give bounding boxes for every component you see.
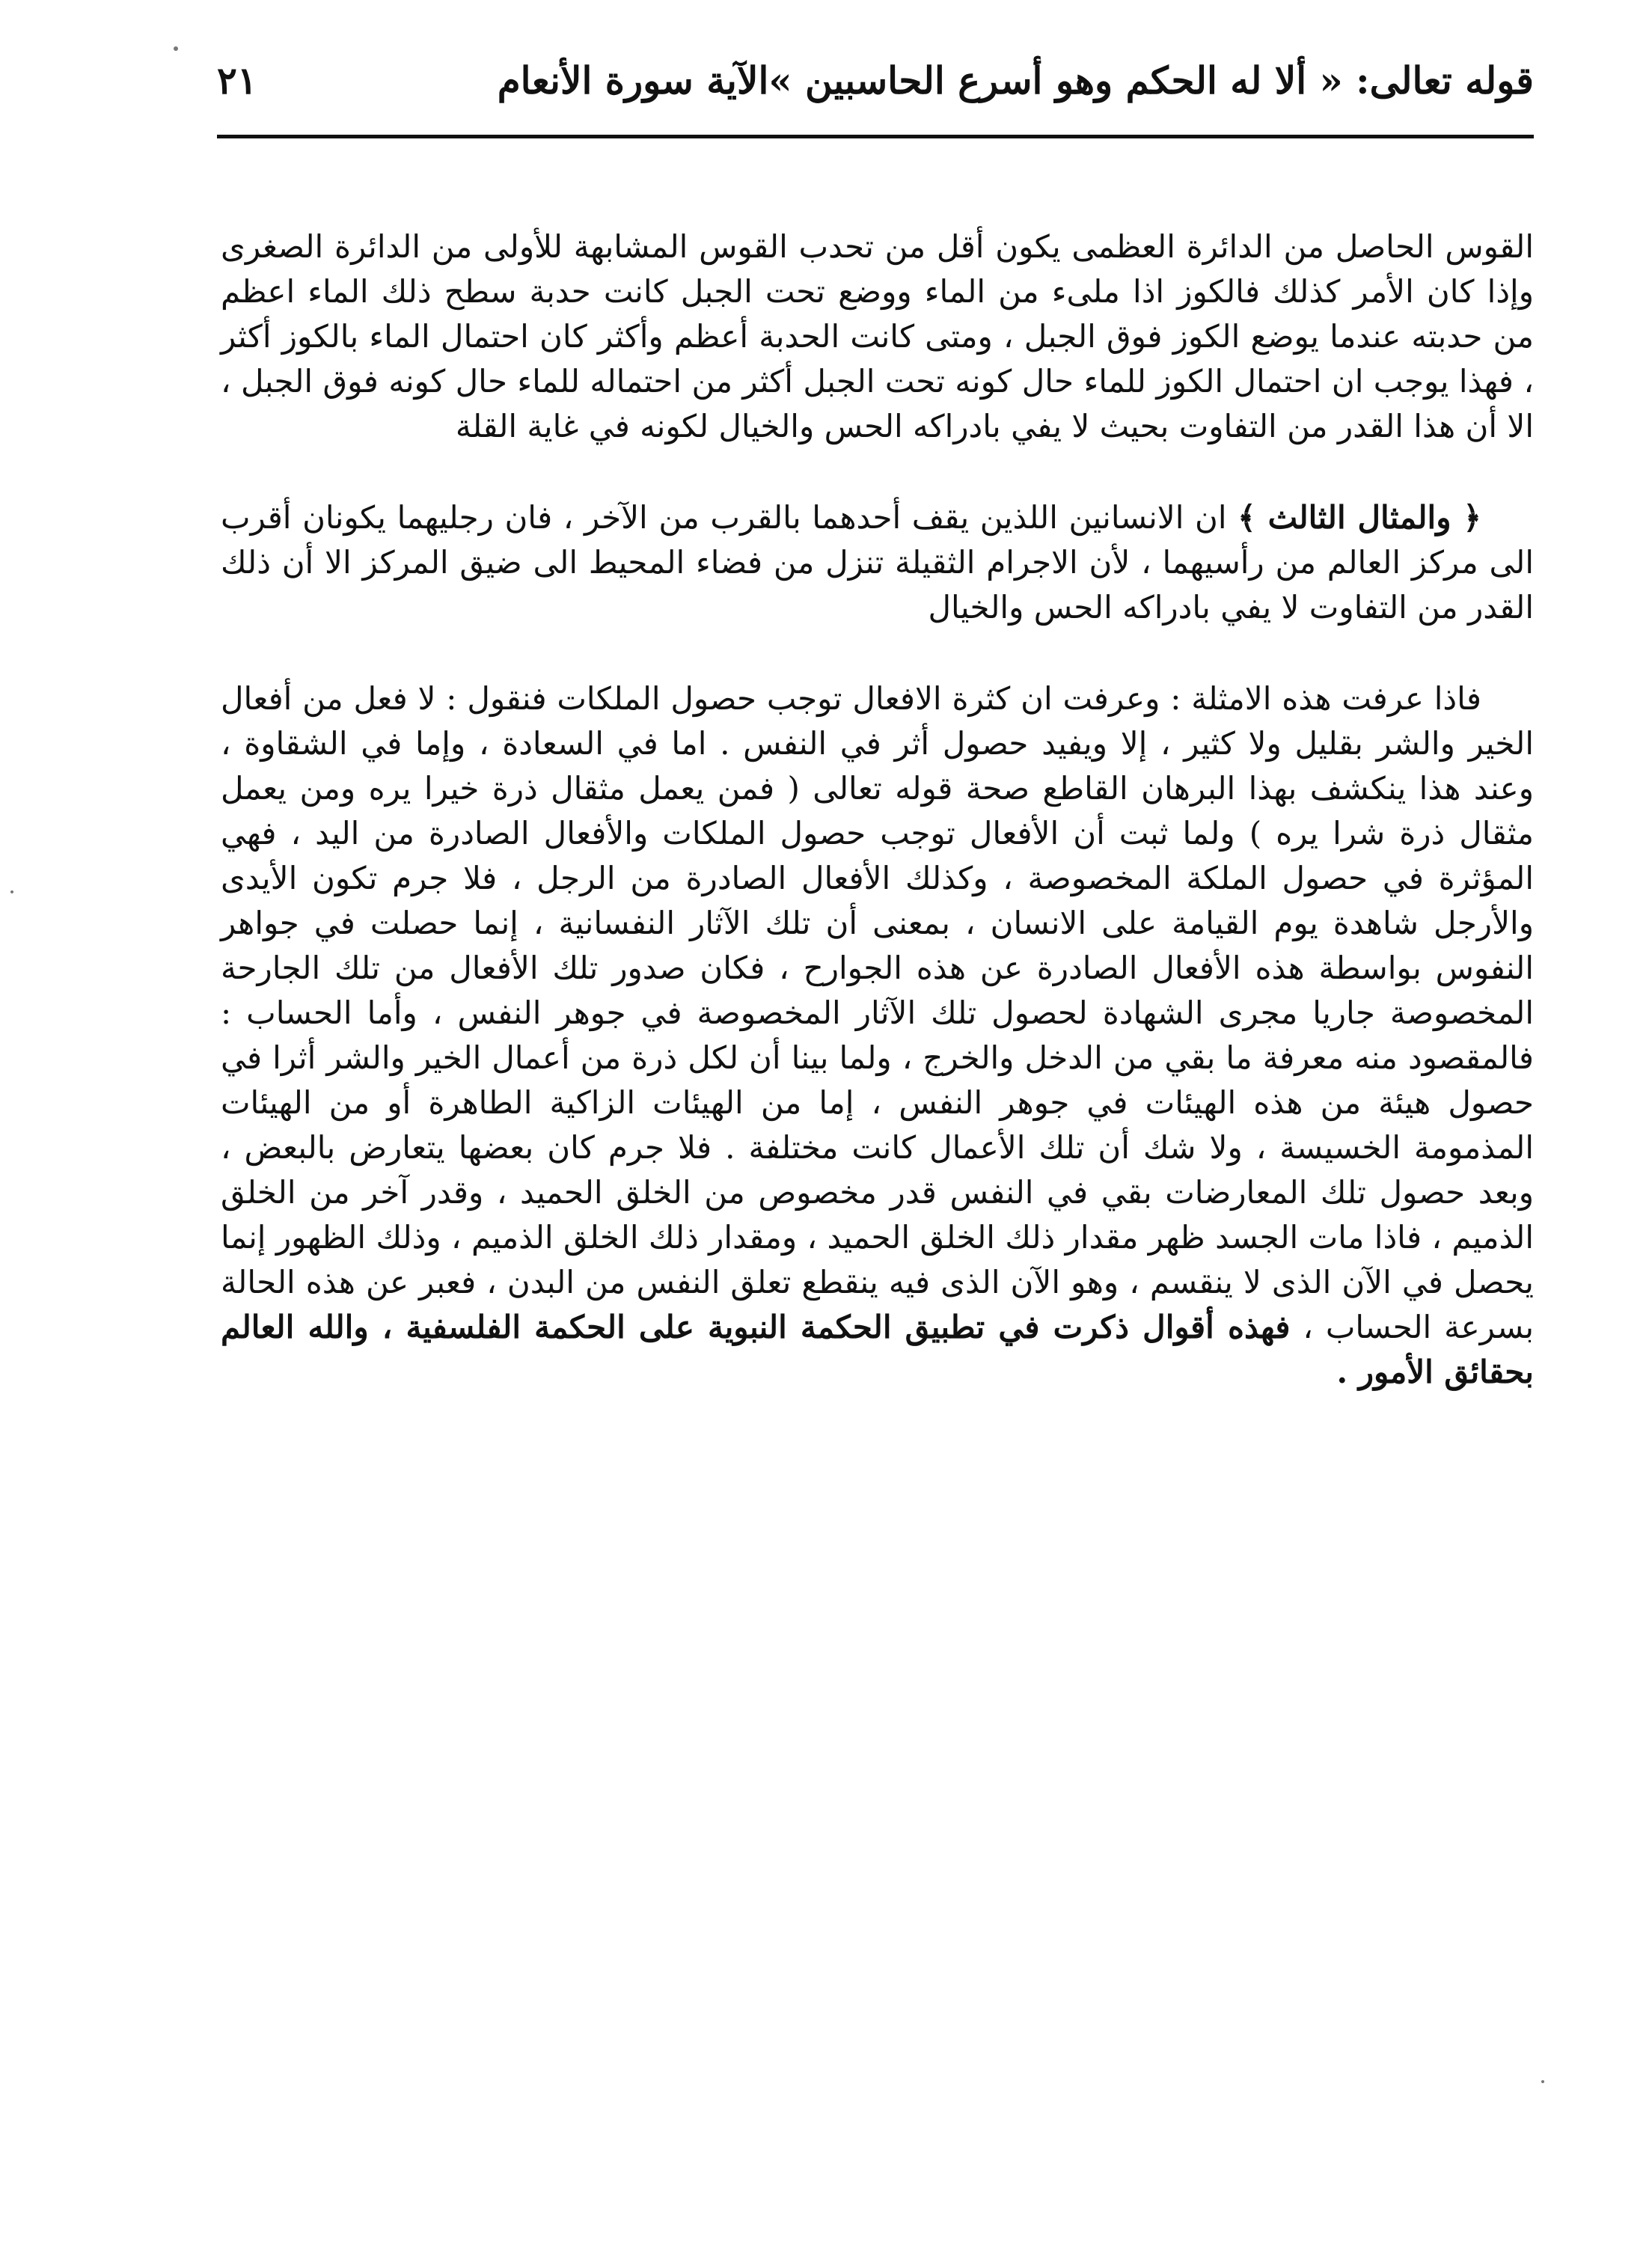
- scan-speck: [174, 46, 178, 51]
- paragraph-2: [221, 495, 1534, 630]
- paragraph-1-text: القوس الحاصل من الدائرة العظمى يكون أقل من تحدب القوس المشابهة للأولى من الدائرة الصغرى وإذا كان الأمر كذلك فالكوز اذا ملىء من الماء ووضع تحت الجبل كانت حدبة سطح ذلك الماء اعظم من حدبته عندما يوضع الكوز فوق الجبل ، ومتى كانت الحدبة أعظم وأكثر كان احتمال الماء بالكوز أكثر ، فهذا يوجب ان احتمال الكوز للماء حال كونه تحت الجبل أكثر من احتماله للماء حال كونه فوق الجبل ، الا أن هذا القدر من التفاوت بحيث لا يفي بادراكه الحس والخيال لكونه في غاية القلة: [221, 228, 1534, 444]
- header-title: قوله تعالى: « ألا له الحكم وهو أسرع الحاسبين »الآية سورة الأنعام: [497, 58, 1534, 103]
- paragraph-3: [221, 676, 1534, 1395]
- paragraph-2-text: ان الانسانين اللذين يقف أحدهما بالقرب من الآخر ، فان رجليهما يكونان أقرب الى مركز العالم من رأسيهما ، لأن الاجرام الثقيلة تنزل من فضاء المحيط الى ضيق المركز الا أن ذلك القدر من التفاوت لا يفي بادراكه الحس والخيال: [221, 499, 1534, 626]
- running-header: [217, 45, 1534, 127]
- paragraph-1: [221, 224, 1534, 449]
- page-body: [221, 224, 1534, 1395]
- paragraph-3-text: فاذا عرفت هذه الامثلة : وعرفت ان كثرة الافعال توجب حصول الملكات فنقول : لا فعل من أفعال الخير والشر بقليل ولا كثير ، إلا ويفيد حصول أثر في النفس . اما في السعادة ، وإما في الشقاوة ، وعند هذا ينكشف بهذا البرهان القاطع صحة قوله تعالى ( فمن يعمل مثقال ذرة خيرا يره ومن يعمل مثقال ذرة شرا يره ) ولما ثبت أن الأفعال توجب حصول الملكات والأفعال الصادرة من اليد ، فهي المؤثرة في حصول الملكة المخصوصة ، وكذلك الأفعال الصادرة من الرجل ، فلا جرم تكون الأيدى والأرجل شاهدة يوم القيامة على الانسان ، بمعنى أن تلك الآثار النفسانية ، إنما حصلت في جواهر النفوس بواسطة هذه الأفعال الصادرة عن هذه الجوارح ، فكان صدور تلك الأفعال من تلك الجارحة المخصوصة جاريا مجرى الشهادة لحصول تلك الآثار المخصوصة في جوهر النفس ، وأما الحساب : فالمقصود منه معرفة ما بقي من الدخل والخرج ، ولما بينا أن لكل ذرة من أعمال الخير والشر أثرا في حصول هيئة من هذه الهيئات في جوهر النفس ، إما من الهيئات الزاكية الطاهرة أو من الهيئات المذمومة الخسيسة ، ولا شك أن تلك الأعمال كانت مختلفة . فلا جرم كان بعضها يتعارض بالبعض ، وبعد حصول تلك المعارضات بقي في النفس قدر مخصوص من الخلق الحميد ، وقدر آخر من الخلق الذميم ، فاذا مات الجسد ظهر مقدار ذلك الخلق الحميد ، ومقدار ذلك الخلق الذميم ، وذلك الظهور إنما يحصل في الآن الذى لا ينقسم ، وهو الآن الذى فيه ينقطع تعلق النفس من البدن ، فعبر عن هذه الحالة بسرعة الحساب ،: [221, 680, 1535, 1345]
- scan-speck: [10, 890, 13, 893]
- page-number: ٢١: [217, 58, 257, 103]
- scan-speck: [1541, 2080, 1544, 2083]
- closing-statement: فهذه أقوال ذكرت في تطبيق الحكمة النبوية على الحكمة الفلسفية ، والله العالم بحقائق الأمور .: [221, 1309, 1534, 1390]
- section-heading-third-example: ﴿ والمثال الثالث ﴾: [1238, 499, 1481, 536]
- header-rule: [217, 135, 1534, 138]
